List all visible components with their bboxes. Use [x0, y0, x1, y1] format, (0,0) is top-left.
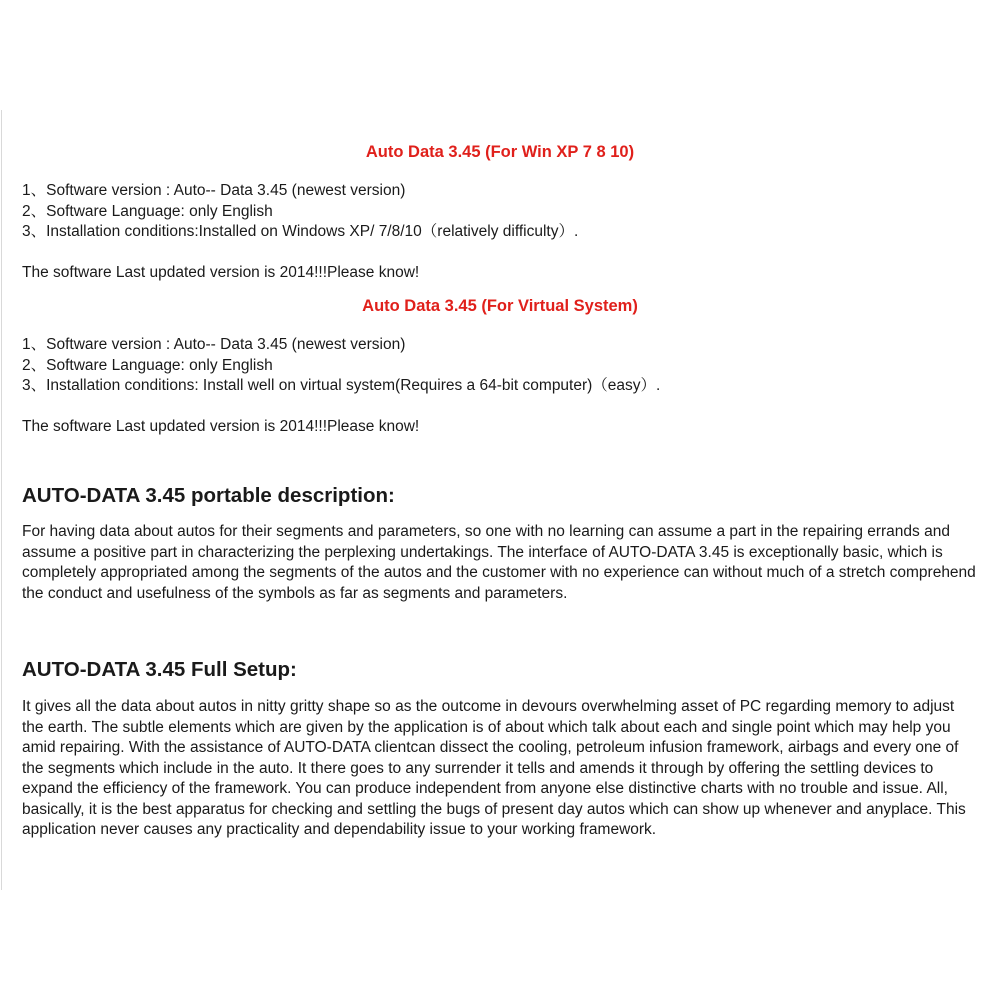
- spec-item-installation: 3、Installation conditions: Install well on virtual system(Requires a 64-bit computer)（easy）.: [22, 377, 661, 394]
- description-paragraph: For having data about autos for their segments and parameters, so one with no learning can assume a part in the repairing errands and assume a positive part in characterizing the perplexing undertakings. The interface of AUTO-DATA 3.45 is exceptionally basic, which is completely appropriated among the segments of the autos and the customer with no experience can without much of a stretch comprehend the conduct and usefulness of the symbols as far as segments and parameters.: [22, 523, 976, 602]
- spec-item-language: 2、Software Language: only English: [22, 356, 273, 374]
- description-heading: AUTO-DATA 3.45 portable description:: [22, 484, 395, 507]
- setup-paragraph: It gives all the data about autos in nitty gritty shape so as the outcome in devours overwhelming asset of PC regarding memory to adjust the earth. The subtle elements which are given by the application is of about which talk about each and single point which may help you amid repairing. With the assistance of AUTO-DATA clientcan dissect the cooling, petroleum infusion framework, airbags and every one of the segments which include in the auto. It there goes to any surrender it tells and amends it through by offering the settling devices to expand the efficiency of the framework. You can produce independent from anyone else distinctive charts with no trouble and issue. All, basically, it is the best apparatus for checking and settling the bugs of present day autos which can show up whenever and anyplace. This application never causes any practicality and dependability issue to your working framework.: [22, 698, 966, 838]
- spec-item-version: 1、Software version : Auto-- Data 3.45 (newest version): [22, 182, 406, 199]
- spec-list-win: [22, 181, 578, 243]
- spec-item-version: 1、Software version : Auto-- Data 3.45 (newest version): [22, 336, 406, 353]
- section-title-win: Auto Data 3.45 (For Win XP 7 8 10): [365, 143, 635, 161]
- update-note-win: The software Last updated version is 2014!!!Please know!: [22, 264, 420, 281]
- section-title-virtual: Auto Data 3.45 (For Virtual System): [362, 297, 638, 315]
- spec-item-installation: 3、Installation conditions:Installed on Windows XP/ 7/8/10（relatively difficulty）.: [22, 223, 579, 240]
- spec-item-language: 2、Software Language: only English: [22, 202, 273, 220]
- setup-heading: AUTO-DATA 3.45 Full Setup:: [22, 658, 297, 681]
- update-note-virtual: The software Last updated version is 2014!!!Please know!: [22, 418, 420, 435]
- left-border-line: [1, 110, 2, 890]
- spec-list-virtual: [22, 335, 660, 397]
